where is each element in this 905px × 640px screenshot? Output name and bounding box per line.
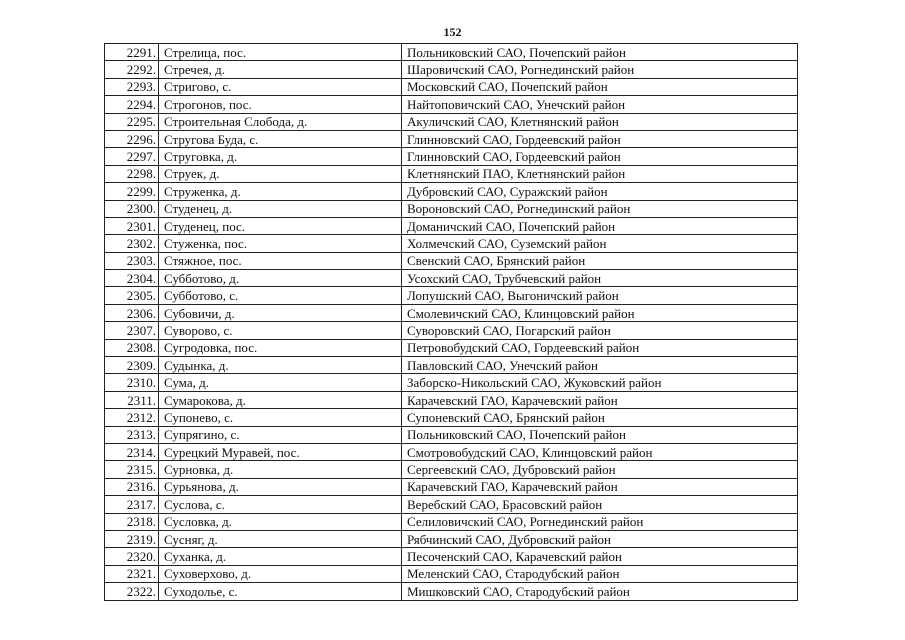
- table-row: [105, 96, 798, 113]
- settlement-name-cell: Суслова, с.: [159, 496, 402, 513]
- table-row: [105, 461, 798, 478]
- district-cell: Найтоповичский САО, Унечский район: [402, 96, 798, 113]
- settlement-name-cell: Струговка, д.: [159, 148, 402, 165]
- table-row: [105, 287, 798, 304]
- row-number-cell: 2318.: [105, 513, 159, 530]
- table-row: [105, 270, 798, 287]
- table-row: [105, 130, 798, 147]
- table-row: [105, 513, 798, 530]
- district-cell: Павловский САО, Унечский район: [402, 357, 798, 374]
- row-number-cell: 2294.: [105, 96, 159, 113]
- settlement-name-cell: Стяжное, пос.: [159, 252, 402, 269]
- row-number-cell: 2300.: [105, 200, 159, 217]
- table-row: [105, 183, 798, 200]
- settlement-name-cell: Струек, д.: [159, 165, 402, 182]
- district-cell: Смолевичский САО, Клинцовский район: [402, 304, 798, 321]
- settlement-name-cell: Стригово, с.: [159, 78, 402, 95]
- settlement-name-cell: Стречея, д.: [159, 61, 402, 78]
- settlements-table: [104, 43, 798, 601]
- table-row: [105, 252, 798, 269]
- district-cell: Рябчинский САО, Дубровский район: [402, 530, 798, 547]
- district-cell: Польниковский САО, Почепский район: [402, 44, 798, 61]
- district-cell: Смотровобудский САО, Клинцовский район: [402, 443, 798, 460]
- district-cell: Меленский САО, Стародубский район: [402, 565, 798, 582]
- settlement-name-cell: Сугродовка, пос.: [159, 339, 402, 356]
- settlement-name-cell: Стрелица, пос.: [159, 44, 402, 61]
- table-row: [105, 61, 798, 78]
- row-number-cell: 2307.: [105, 322, 159, 339]
- settlement-name-cell: Супонево, с.: [159, 409, 402, 426]
- row-number-cell: 2304.: [105, 270, 159, 287]
- row-number-cell: 2308.: [105, 339, 159, 356]
- settlement-name-cell: Суходолье, с.: [159, 583, 402, 600]
- table-row: [105, 78, 798, 95]
- settlement-name-cell: Сусняг, д.: [159, 530, 402, 547]
- settlement-name-cell: Стуженка, пос.: [159, 235, 402, 252]
- settlement-name-cell: Сума, д.: [159, 374, 402, 391]
- settlement-name-cell: Строительная Слобода, д.: [159, 113, 402, 130]
- row-number-cell: 2299.: [105, 183, 159, 200]
- row-number-cell: 2314.: [105, 443, 159, 460]
- settlement-name-cell: Супрягино, с.: [159, 426, 402, 443]
- table-row: [105, 478, 798, 495]
- table-row: [105, 113, 798, 130]
- row-number-cell: 2295.: [105, 113, 159, 130]
- row-number-cell: 2298.: [105, 165, 159, 182]
- settlements-table-body: [105, 44, 798, 601]
- settlement-name-cell: Струженка, д.: [159, 183, 402, 200]
- district-cell: Суворовский САО, Погарский район: [402, 322, 798, 339]
- district-cell: Сергеевский САО, Дубровский район: [402, 461, 798, 478]
- settlement-name-cell: Студенец, пос.: [159, 217, 402, 234]
- district-cell: Селиловичский САО, Рогнединский район: [402, 513, 798, 530]
- table-row: [105, 304, 798, 321]
- district-cell: Польниковский САО, Почепский район: [402, 426, 798, 443]
- settlement-name-cell: Суворово, с.: [159, 322, 402, 339]
- settlement-name-cell: Субботово, д.: [159, 270, 402, 287]
- table-row: [105, 357, 798, 374]
- table-row: [105, 148, 798, 165]
- district-cell: Дубровский САО, Суражский район: [402, 183, 798, 200]
- table-row: [105, 426, 798, 443]
- district-cell: Веребский САО, Брасовский район: [402, 496, 798, 513]
- district-cell: Шаровичский САО, Рогнединский район: [402, 61, 798, 78]
- settlement-name-cell: Сурновка, д.: [159, 461, 402, 478]
- table-row: [105, 443, 798, 460]
- settlement-name-cell: Субботово, с.: [159, 287, 402, 304]
- table-row: [105, 565, 798, 582]
- settlement-name-cell: Судынка, д.: [159, 357, 402, 374]
- settlement-name-cell: Сусловка, д.: [159, 513, 402, 530]
- row-number-cell: 2317.: [105, 496, 159, 513]
- row-number-cell: 2292.: [105, 61, 159, 78]
- settlement-name-cell: Стругова Буда, с.: [159, 130, 402, 147]
- table-row: [105, 235, 798, 252]
- table-row: [105, 339, 798, 356]
- row-number-cell: 2296.: [105, 130, 159, 147]
- row-number-cell: 2306.: [105, 304, 159, 321]
- settlement-name-cell: Строгонов, пос.: [159, 96, 402, 113]
- row-number-cell: 2319.: [105, 530, 159, 547]
- row-number-cell: 2297.: [105, 148, 159, 165]
- page-number: 152: [443, 25, 462, 39]
- district-cell: Песоченский САО, Карачевский район: [402, 548, 798, 565]
- district-cell: Свенский САО, Брянский район: [402, 252, 798, 269]
- row-number-cell: 2321.: [105, 565, 159, 582]
- settlement-name-cell: Субовичи, д.: [159, 304, 402, 321]
- district-cell: Акуличский САО, Клетнянский район: [402, 113, 798, 130]
- table-row: [105, 530, 798, 547]
- table-row: [105, 374, 798, 391]
- table-row: [105, 165, 798, 182]
- district-cell: Карачевский ГАО, Карачевский район: [402, 391, 798, 408]
- row-number-cell: 2301.: [105, 217, 159, 234]
- district-cell: Лопушский САО, Выгоничский район: [402, 287, 798, 304]
- district-cell: Глинновский САО, Гордеевский район: [402, 148, 798, 165]
- row-number-cell: 2322.: [105, 583, 159, 600]
- row-number-cell: 2293.: [105, 78, 159, 95]
- row-number-cell: 2310.: [105, 374, 159, 391]
- district-cell: Карачевский ГАО, Карачевский район: [402, 478, 798, 495]
- table-row: [105, 496, 798, 513]
- table-row: [105, 322, 798, 339]
- settlement-name-cell: Сумарокова, д.: [159, 391, 402, 408]
- table-row: [105, 391, 798, 408]
- row-number-cell: 2315.: [105, 461, 159, 478]
- district-cell: Мишковский САО, Стародубский район: [402, 583, 798, 600]
- district-cell: Заборско-Никольский САО, Жуковский район: [402, 374, 798, 391]
- row-number-cell: 2311.: [105, 391, 159, 408]
- table-row: [105, 548, 798, 565]
- district-cell: Супоневский САО, Брянский район: [402, 409, 798, 426]
- table-row: [105, 217, 798, 234]
- table-row: [105, 583, 798, 600]
- row-number-cell: 2309.: [105, 357, 159, 374]
- row-number-cell: 2291.: [105, 44, 159, 61]
- row-number-cell: 2312.: [105, 409, 159, 426]
- settlement-name-cell: Студенец, д.: [159, 200, 402, 217]
- district-cell: Петровобудский САО, Гордеевский район: [402, 339, 798, 356]
- district-cell: Доманичский САО, Почепский район: [402, 217, 798, 234]
- row-number-cell: 2305.: [105, 287, 159, 304]
- row-number-cell: 2320.: [105, 548, 159, 565]
- table-row: [105, 44, 798, 61]
- settlement-name-cell: Сурецкий Муравей, пос.: [159, 443, 402, 460]
- district-cell: Усохский САО, Трубчевский район: [402, 270, 798, 287]
- settlement-name-cell: Суховерхово, д.: [159, 565, 402, 582]
- district-cell: Глинновский САО, Гордеевский район: [402, 130, 798, 147]
- settlement-name-cell: Сурьянова, д.: [159, 478, 402, 495]
- row-number-cell: 2313.: [105, 426, 159, 443]
- table-row: [105, 409, 798, 426]
- row-number-cell: 2302.: [105, 235, 159, 252]
- district-cell: Вороновский САО, Рогнединский район: [402, 200, 798, 217]
- table-row: [105, 200, 798, 217]
- settlement-name-cell: Суханка, д.: [159, 548, 402, 565]
- row-number-cell: 2316.: [105, 478, 159, 495]
- district-cell: Клетнянский ПАО, Клетнянский район: [402, 165, 798, 182]
- row-number-cell: 2303.: [105, 252, 159, 269]
- district-cell: Московский САО, Почепский район: [402, 78, 798, 95]
- district-cell: Холмечский САО, Суземский район: [402, 235, 798, 252]
